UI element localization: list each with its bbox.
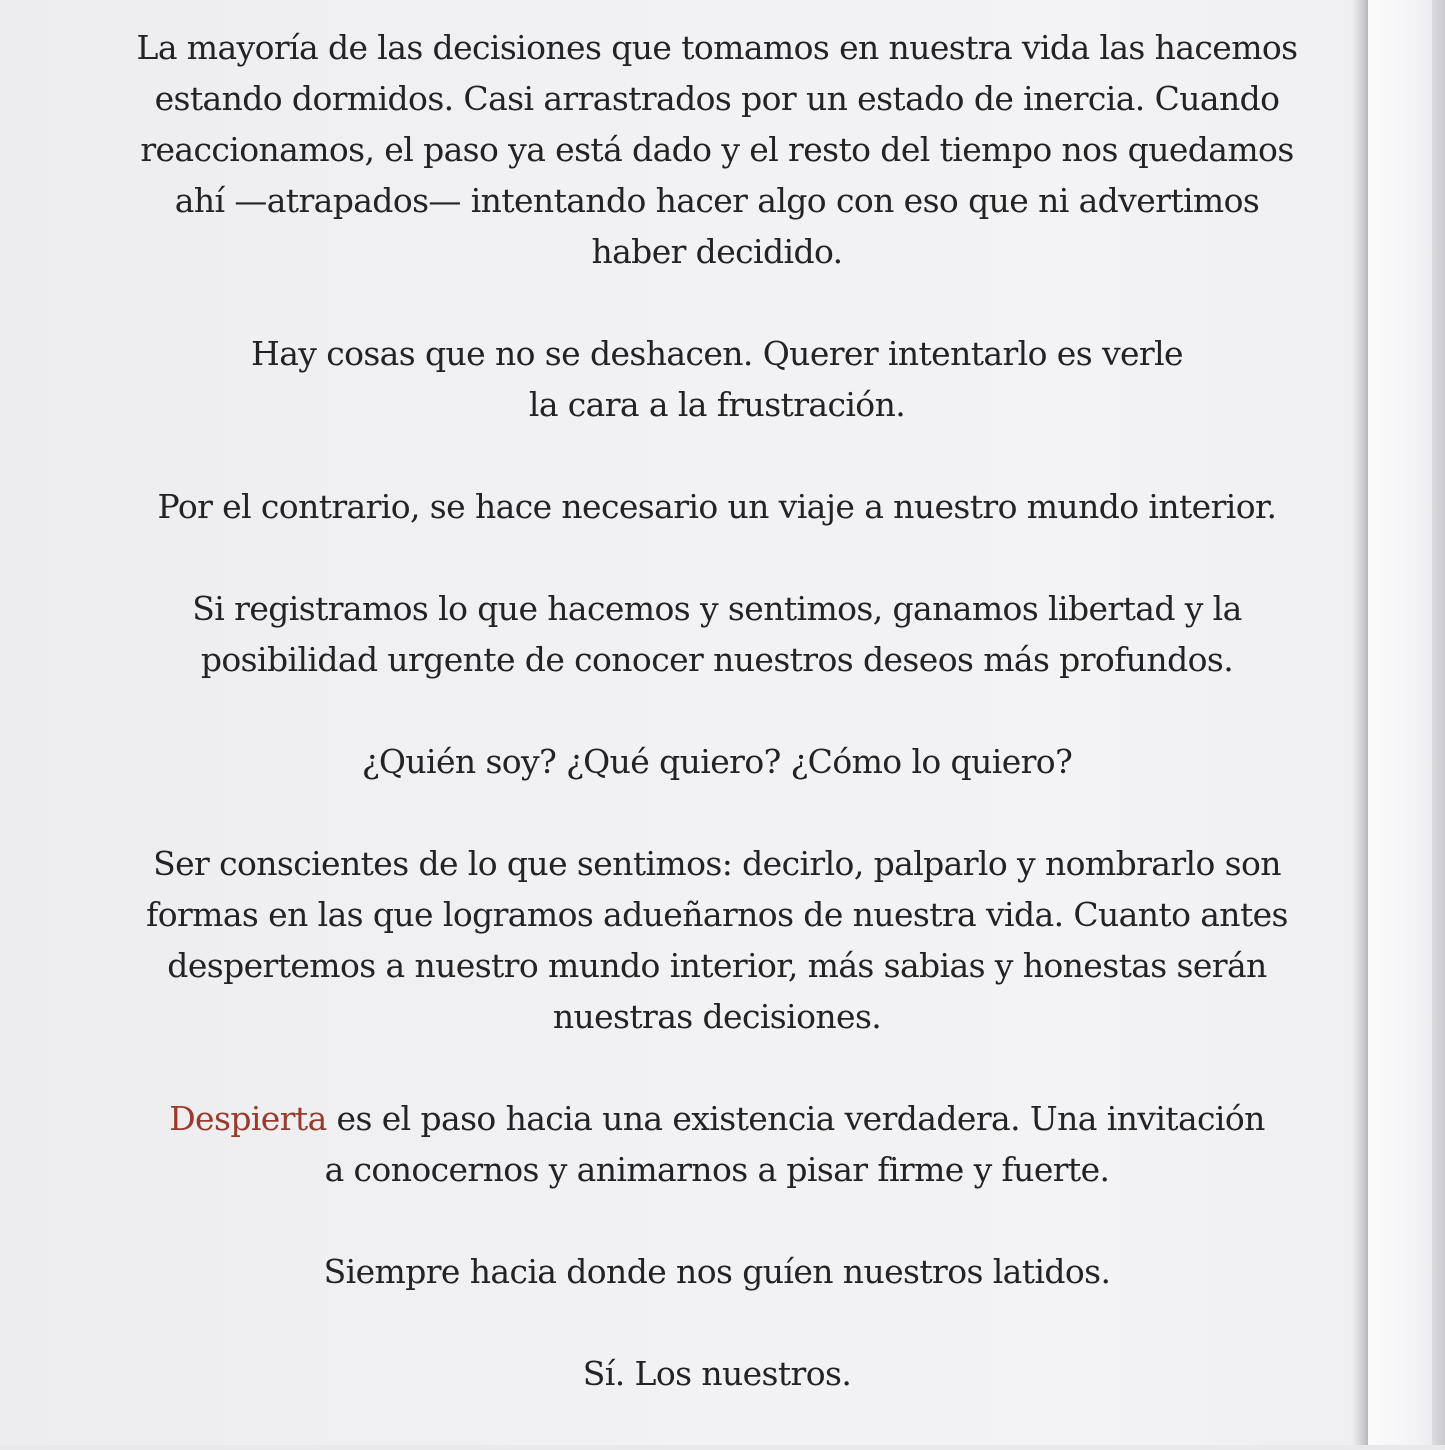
text-line: posibilidad urgente de conocer nuestros deseos más profundos. — [200, 640, 1234, 679]
paragraph-8 — [82, 1246, 1352, 1297]
text-line: Sí. Los nuestros. — [582, 1354, 852, 1393]
text-line: nuestras decisiones. — [552, 997, 882, 1036]
paragraph-3 — [82, 481, 1352, 532]
page-edge-shadow — [1352, 0, 1368, 1445]
paragraph-6 — [82, 838, 1352, 1042]
text-line: reaccionamos, el paso ya está dado y el resto del tiempo nos quedamos — [140, 130, 1294, 169]
text-line: haber decidido. — [591, 232, 843, 271]
text-line: Por el contrario, se hace necesario un viaje a nuestro mundo interior. — [157, 487, 1277, 526]
text-fragment: es el paso hacia una existencia verdadera. Una invitación — [326, 1099, 1265, 1138]
text-line: Si registramos lo que hacemos y sentimos, ganamos libertad y la — [192, 589, 1242, 628]
text-line: ¿Quién soy? ¿Qué quiero? ¿Cómo lo quiero? — [361, 742, 1073, 781]
paragraph-4 — [82, 583, 1352, 685]
text-line: Hay cosas que no se deshacen. Querer intentarlo es verle — [251, 334, 1183, 373]
text-line: formas en las que logramos adueñarnos de nuestra vida. Cuanto antes — [146, 895, 1288, 934]
paragraph-1 — [82, 22, 1352, 277]
paragraph-closing — [82, 1348, 1352, 1399]
text-line: ahí —atrapados— intentando hacer algo con eso que ni advertimos — [174, 181, 1260, 220]
text-line: despertemos a nuestro mundo interior, más sabias y honestas serán — [167, 946, 1267, 985]
book-edge — [1432, 0, 1445, 1445]
text-line: Siempre hacia donde nos guíen nuestros latidos. — [323, 1252, 1111, 1291]
book-title-word: Despierta — [169, 1099, 327, 1138]
paragraph-questions — [82, 736, 1352, 787]
blurb-text — [82, 22, 1352, 1450]
text-line: a conocernos y animarnos a pisar firme y fuerte. — [324, 1150, 1110, 1189]
text-line — [82, 1093, 1352, 1144]
text-line: La mayoría de las decisiones que tomamos en nuestra vida las hacemos — [136, 28, 1298, 67]
text-line: la cara a la frustración. — [528, 385, 906, 424]
paragraph-book-title — [82, 1093, 1352, 1195]
paragraph-2 — [82, 328, 1352, 430]
text-line: Ser conscientes de lo que sentimos: decirlo, palparlo y nombrarlo son — [153, 844, 1281, 883]
text-line: estando dormidos. Casi arrastrados por un estado de inercia. Cuando — [154, 79, 1280, 118]
